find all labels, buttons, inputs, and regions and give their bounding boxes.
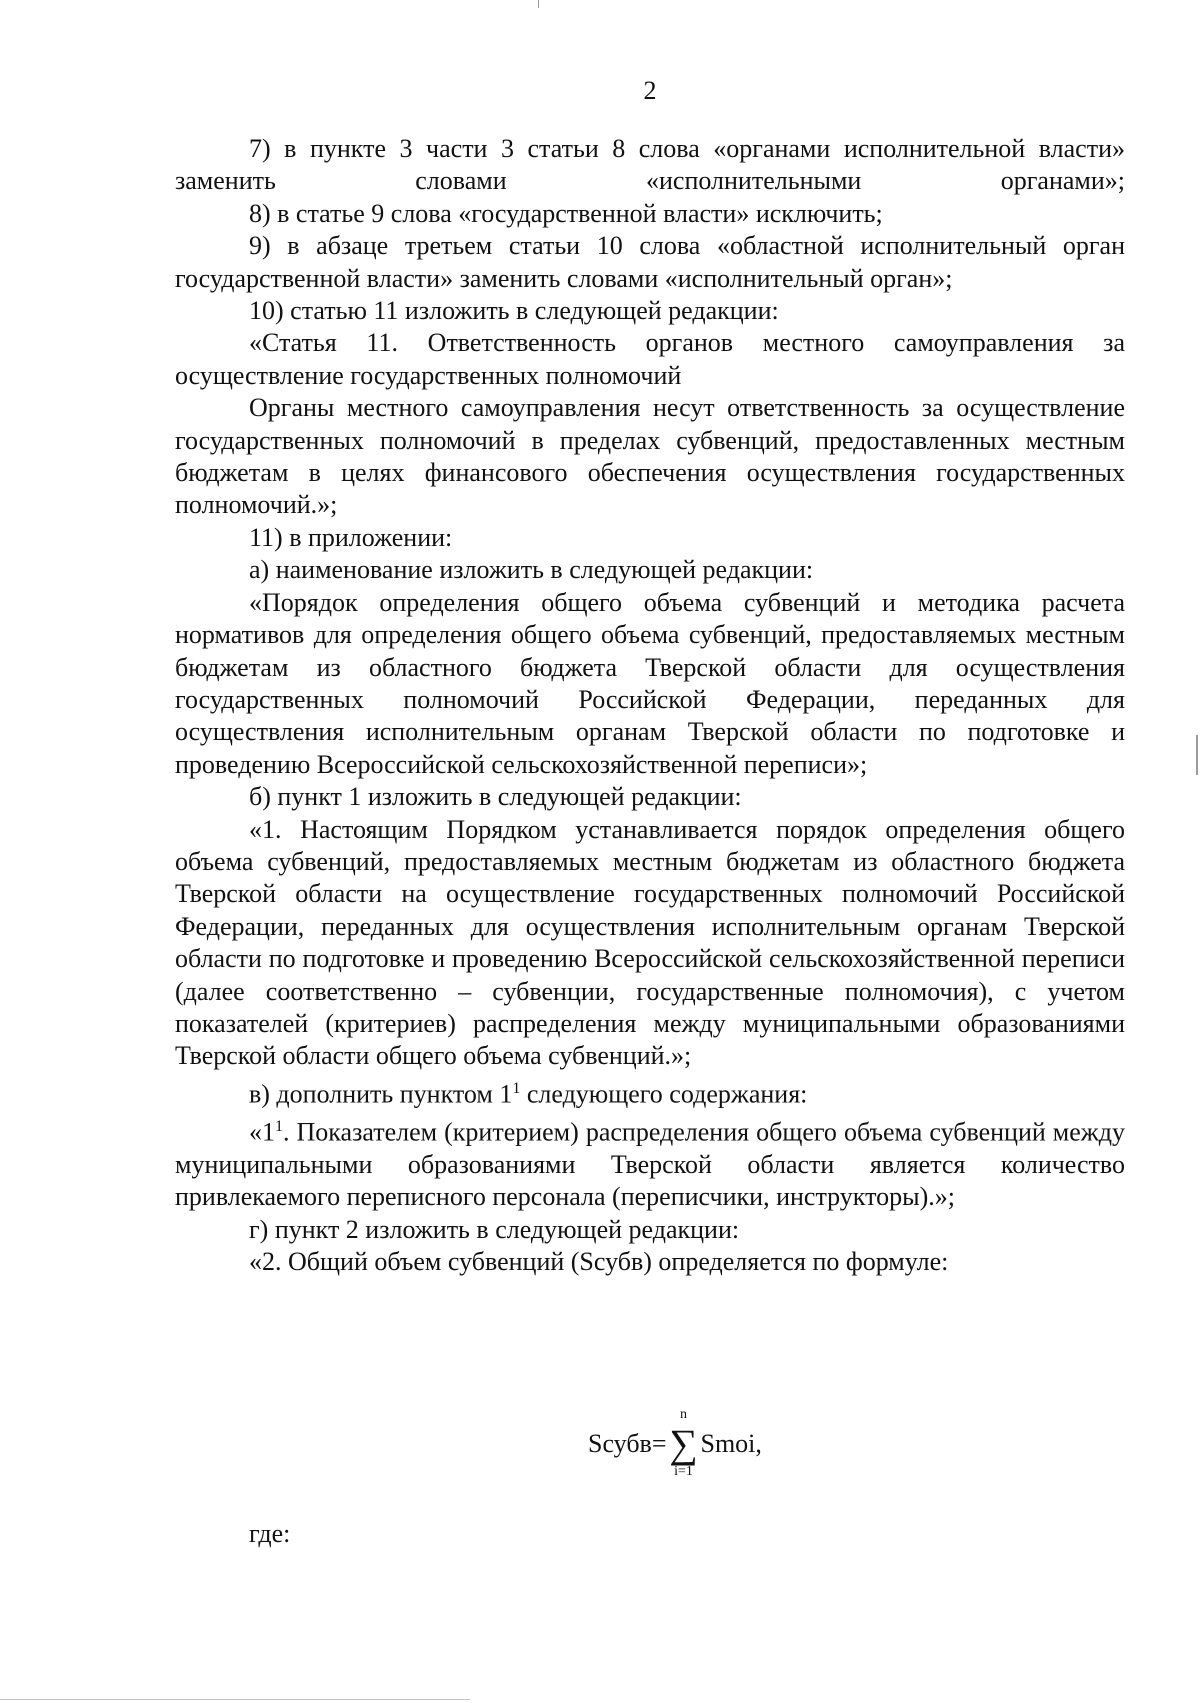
paragraph-article-11-text: Органы местного самоуправления несут ответственность за осуществление государственных полномочий в пределах субвенций, предоставленных местным бюджетам в целях финансового обеспечения осуществления государственных полномочий.»;: [175, 393, 1125, 520]
sub-v-text: в) дополнить пунктом 1: [249, 1079, 513, 1109]
paragraph-item-10: 10) статью 11 изложить в следующей редакции:: [249, 296, 779, 326]
paragraph-item-9: 9) в абзаце третьем статьи 10 слова «областной исполнительный орган государственной власти» заменить словами «исполнительный орган»;: [175, 231, 1125, 293]
paragraph-sub-v: [175, 1073, 1125, 1111]
paragraph-sub-a: а) наименование изложить в следующей редакции:: [249, 555, 814, 585]
page-number: 2: [643, 76, 657, 105]
paragraph-sub-b: б) пункт 1 изложить в следующей редакции:: [249, 782, 742, 812]
point-1-1-start: «1: [249, 1117, 275, 1147]
paragraph-item-8: 8) в статье 9 слова «государственной власти» исключить;: [249, 198, 883, 228]
sum-upper-limit: n: [679, 1407, 687, 1422]
sub-v-text-end: следующего содержания:: [520, 1079, 808, 1109]
formula-lhs: Sсубв=: [588, 1429, 667, 1458]
paragraph-sub-g: г) пункт 2 изложить в следующей редакции:: [249, 1214, 740, 1244]
where-label: где:: [249, 1519, 291, 1548]
scan-mark-bottom: [0, 1699, 470, 1700]
paragraph-point-1: «1. Настоящим Порядком устанавливается порядок определения общего объема субвенций, предоставляемых местным бюджетам из областного бюджета Тверской области на осуществление государственных полномочий Российской Федерации, переданных для осуществления исполнительным органам Тверской области по подготовке и проведению Всероссийской сельскохозяйственной переписи (далее соответственно – субвенции, государственные полномочия), с учетом показателей (критериев) распределения между муниципальными образованиями Тверской области общего объема субвенций.»;: [175, 814, 1125, 1071]
sigma-symbol: ∑: [669, 1421, 698, 1466]
formula-rhs: Smoi,: [700, 1429, 762, 1458]
paragraph-point-2: «2. Общий объем субвенций (Sсубв) определяется по формуле:: [249, 1247, 949, 1277]
sum-sign: [666, 1409, 700, 1479]
scan-mark-right: [1196, 735, 1198, 775]
point-1-1-superscript: 1: [275, 1117, 283, 1135]
paragraph-article-11-title: «Статья 11. Ответственность органов местного самоуправления за осуществление государственных полномочий: [175, 328, 1125, 390]
sub-v-superscript: 1: [512, 1079, 521, 1097]
sum-lower-limit: i=1: [674, 1464, 693, 1479]
paragraph-appendix-title: «Порядок определения общего объема субвенций и методика расчета нормативов для определения общего объема субвенций, предоставляемых местным бюджетам из областного бюджета Тверской области для осуществления государственных полномочий Российской Федерации, переданных для осуществления исполнительным органам Тверской области по подготовке и проведению Всероссийской сельскохозяйственной переписи»;: [175, 587, 1125, 779]
document-body: [175, 133, 1125, 1279]
paragraph-item-11: 11) в приложении:: [249, 522, 453, 552]
formula: [588, 1409, 762, 1479]
paragraph-item-7: 7) в пункте 3 части 3 статьи 8 слова «органами исполнительной власти» заменить словами «исполнительными органами»;: [175, 134, 1125, 196]
paragraph-point-1-1: [175, 1111, 1125, 1214]
point-1-1-text: . Показателем (критерием) распределения общего объема субвенций между муниципальными образованиями Тверской области является количество привлекаемого переписного персонала (переписчики, инструкторы).»;: [175, 1117, 1125, 1212]
scan-mark-top: [538, 0, 539, 8]
